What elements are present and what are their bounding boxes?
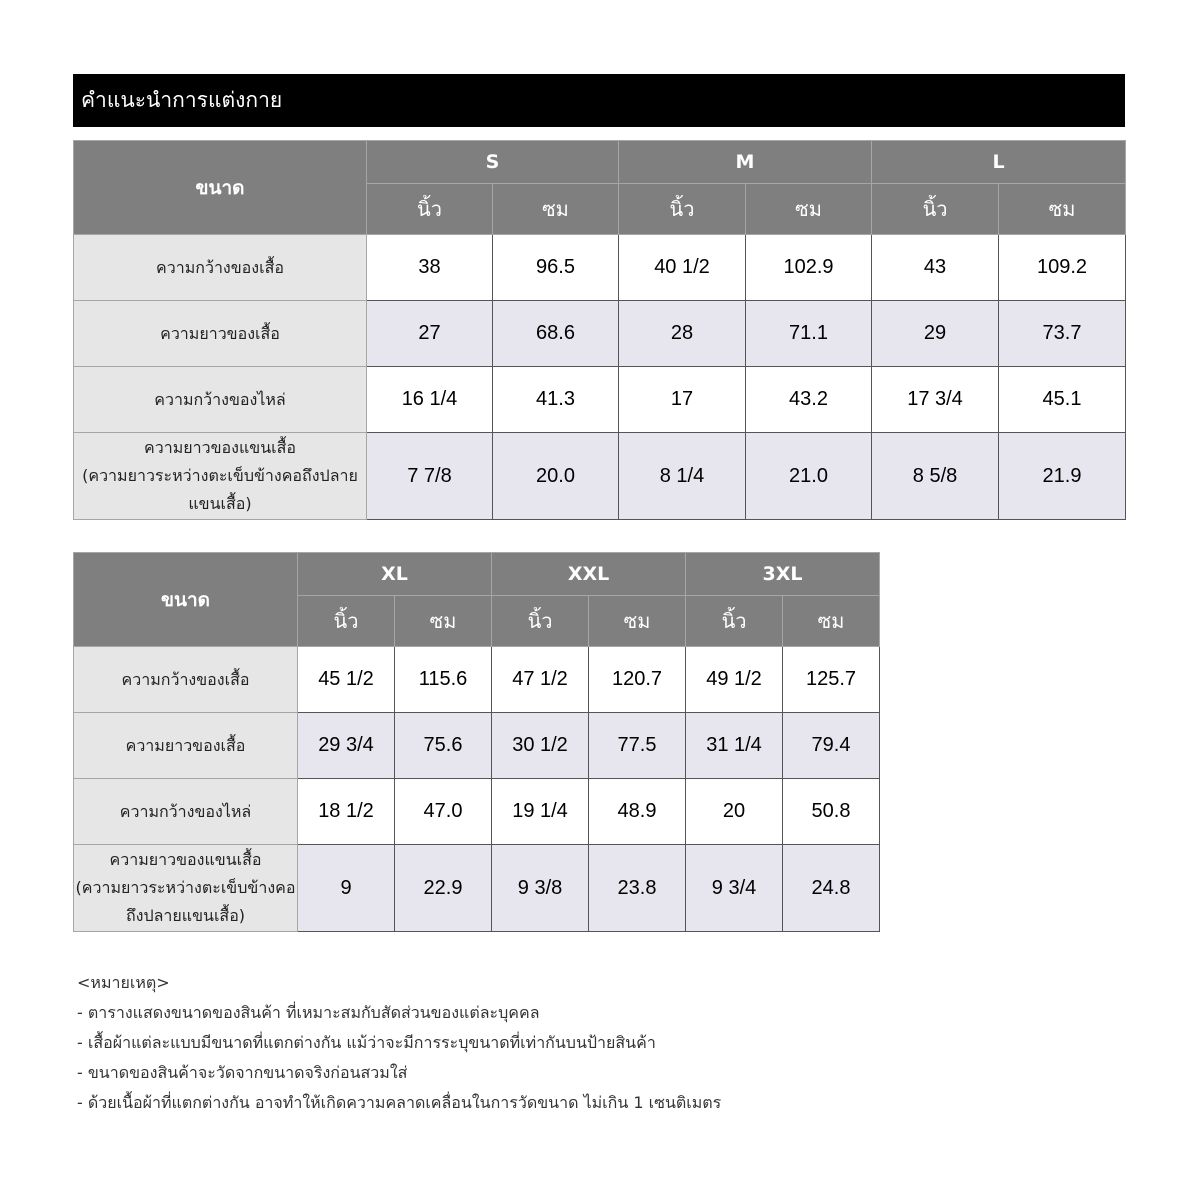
table-cell: 45 1/2 — [298, 647, 395, 713]
row-label-chest: ความกว้างของเสื้อ — [74, 647, 298, 713]
table-cell: 77.5 — [589, 713, 686, 779]
table-cell: 20.0 — [493, 433, 619, 520]
table-row — [74, 647, 880, 713]
note-item: - เสื้อผ้าแต่ละแบบมีขนาดที่แตกต่างกัน แม้ว่าจะมีการระบุขนาดที่เท่ากันบนป้ายสินค้า — [77, 1033, 656, 1052]
table-cell: 8 1/4 — [619, 433, 746, 520]
size-header: ขนาด — [74, 553, 298, 647]
table-cell: 18 1/2 — [298, 779, 395, 845]
table-cell: 31 1/4 — [686, 713, 783, 779]
table-cell: 96.5 — [493, 235, 619, 301]
row-label-line: ความยาวของแขนเสื้อ — [109, 850, 262, 869]
table-cell: 17 — [619, 367, 746, 433]
table-cell: 20 — [686, 779, 783, 845]
row-label-line: (ความยาวระหว่างตะเข็บข้างคอถึงปลาย — [82, 466, 358, 485]
table-cell: 49 1/2 — [686, 647, 783, 713]
table-row — [74, 779, 880, 845]
table-row — [74, 235, 1126, 301]
row-label-line: (ความยาวระหว่างตะเข็บข้างคอ — [75, 878, 296, 897]
table-cell: 71.1 — [746, 301, 872, 367]
table-cell: 21.0 — [746, 433, 872, 520]
table-row — [74, 301, 1126, 367]
table-cell: 7 7/8 — [367, 433, 493, 520]
table-cell: 120.7 — [589, 647, 686, 713]
row-label-line: แขนเสื้อ) — [188, 494, 252, 513]
table-cell: 41.3 — [493, 367, 619, 433]
table-row — [74, 845, 880, 932]
table-cell: 40 1/2 — [619, 235, 746, 301]
row-label-line: ถึงปลายแขนเสื้อ) — [125, 906, 246, 925]
size-m-header: M — [619, 141, 872, 184]
row-label-sleeve — [74, 845, 298, 932]
table-cell: 28 — [619, 301, 746, 367]
table-cell: 21.9 — [999, 433, 1126, 520]
row-label-shoulder: ความกว้างของไหล่ — [74, 779, 298, 845]
table-cell: 8 5/8 — [872, 433, 999, 520]
size-3xl-header: 3XL — [686, 553, 880, 596]
unit-inch-header: นิ้ว — [298, 596, 395, 647]
unit-inch-header: นิ้ว — [686, 596, 783, 647]
table-row — [74, 713, 880, 779]
table-cell: 50.8 — [783, 779, 880, 845]
table-cell: 125.7 — [783, 647, 880, 713]
size-xl-header: XL — [298, 553, 492, 596]
unit-cm-header: ซม — [395, 596, 492, 647]
row-label-sleeve — [74, 433, 367, 520]
table-cell: 24.8 — [783, 845, 880, 932]
page-title: คำแนะนำการแต่งกาย — [73, 74, 1125, 127]
size-l-header: L — [872, 141, 1126, 184]
note-item: - ตารางแสดงขนาดของสินค้า ที่เหมาะสมกับสัดส่วนของแต่ละบุคคล — [77, 1003, 540, 1022]
table-cell: 79.4 — [783, 713, 880, 779]
note-item: - ด้วยเนื้อผ้าที่แตกต่างกัน อาจทำให้เกิดความคลาดเคลื่อนในการวัดขนาด ไม่เกิน 1 เซนติเมตร — [77, 1093, 722, 1112]
table-cell: 29 — [872, 301, 999, 367]
row-label-length: ความยาวของเสื้อ — [74, 301, 367, 367]
row-label-shoulder: ความกว้างของไหล่ — [74, 367, 367, 433]
table-cell: 73.7 — [999, 301, 1126, 367]
table-cell: 9 3/4 — [686, 845, 783, 932]
table-cell: 48.9 — [589, 779, 686, 845]
table-row — [74, 433, 1126, 520]
unit-cm-header: ซม — [589, 596, 686, 647]
table-cell: 115.6 — [395, 647, 492, 713]
unit-cm-header: ซม — [999, 184, 1126, 235]
size-header: ขนาด — [74, 141, 367, 235]
table-cell: 38 — [367, 235, 493, 301]
size-s-header: S — [367, 141, 619, 184]
table-cell: 22.9 — [395, 845, 492, 932]
row-label-line: ความยาวของแขนเสื้อ — [144, 438, 296, 457]
size-xxl-header: XXL — [492, 553, 686, 596]
table-cell: 9 3/8 — [492, 845, 589, 932]
unit-inch-header: นิ้ว — [619, 184, 746, 235]
unit-inch-header: นิ้ว — [492, 596, 589, 647]
table-cell: 75.6 — [395, 713, 492, 779]
size-table-xl-xxl-3xl — [73, 552, 880, 932]
table-cell: 23.8 — [589, 845, 686, 932]
table-cell: 102.9 — [746, 235, 872, 301]
table-cell: 27 — [367, 301, 493, 367]
size-table-s-m-l — [73, 140, 1126, 520]
table-cell: 30 1/2 — [492, 713, 589, 779]
table-cell: 17 3/4 — [872, 367, 999, 433]
table-cell: 47 1/2 — [492, 647, 589, 713]
unit-inch-header: นิ้ว — [872, 184, 999, 235]
table-cell: 68.6 — [493, 301, 619, 367]
table-cell: 43.2 — [746, 367, 872, 433]
notes-section — [77, 968, 721, 1118]
row-label-length: ความยาวของเสื้อ — [74, 713, 298, 779]
unit-cm-header: ซม — [746, 184, 872, 235]
unit-inch-header: นิ้ว — [367, 184, 493, 235]
table-cell: 45.1 — [999, 367, 1126, 433]
unit-cm-header: ซม — [783, 596, 880, 647]
table-cell: 29 3/4 — [298, 713, 395, 779]
table-cell: 47.0 — [395, 779, 492, 845]
table-cell: 109.2 — [999, 235, 1126, 301]
table-cell: 16 1/4 — [367, 367, 493, 433]
table-row — [74, 367, 1126, 433]
row-label-chest: ความกว้างของเสื้อ — [74, 235, 367, 301]
notes-heading: <หมายเหตุ> — [77, 973, 170, 992]
unit-cm-header: ซม — [493, 184, 619, 235]
table-cell: 43 — [872, 235, 999, 301]
table-cell: 9 — [298, 845, 395, 932]
table-cell: 19 1/4 — [492, 779, 589, 845]
note-item: - ขนาดของสินค้าจะวัดจากขนาดจริงก่อนสวมใส่ — [77, 1063, 408, 1082]
